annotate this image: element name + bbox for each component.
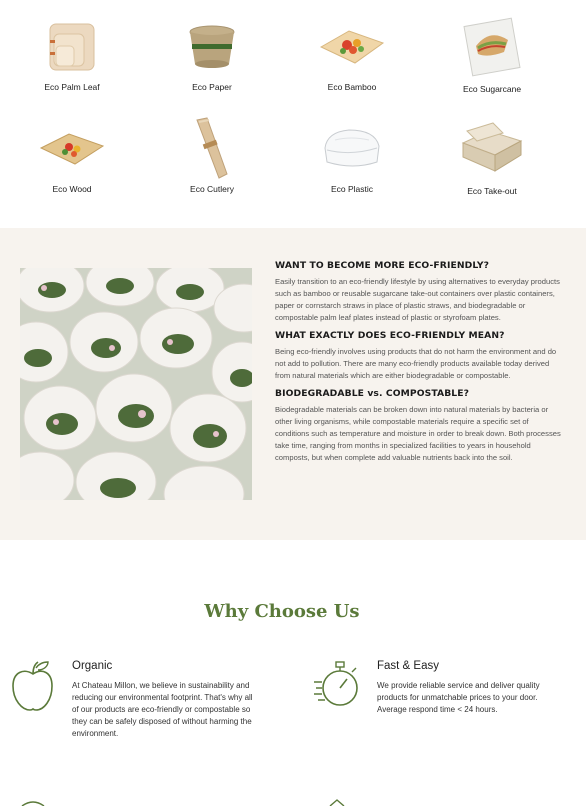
product-eco-palm-leaf[interactable] [2, 10, 142, 92]
product-grid [0, 0, 586, 228]
feature-organic [10, 658, 270, 748]
feature-body: We provide reliable service and deliver quality products for unmatchable prices to your door. Average respond time < 24 hours. [377, 681, 540, 714]
feature-title: Fast & Easy [377, 660, 439, 672]
product-eco-bamboo[interactable] [282, 10, 422, 92]
eco-info-text [275, 260, 561, 470]
stopwatch-icon [312, 658, 362, 712]
question-heading: WHAT EXACTLY DOES ECO-FRIENDLY MEAN? [275, 330, 505, 341]
badge-icon [322, 798, 352, 806]
product-label: Eco Paper [192, 82, 232, 92]
why-choose-us-section [0, 540, 586, 806]
answer-text: Being eco-friendly involves using products that do not harm the environment and do not add to pollution. There are many eco-friendly products available today derived from natural materials which are either biodegradable or compostable. [275, 347, 557, 380]
wrapped-cutlery-icon [187, 116, 237, 180]
paper-cup-icon [184, 18, 240, 74]
salad-bowls-photo [20, 268, 252, 500]
product-label: Eco Wood [52, 184, 92, 194]
answer-text: Easily transition to an eco-friendly lifestyle by using alternatives to everyday products such as bamboo or reusable sugarcane take-out containers over plastic containers, paper or cornstarch straws in place of plastic straws, and biodegradable or compostable palm leaf plates instead of plastic or styrofoam plates. [275, 277, 560, 322]
product-eco-plastic[interactable] [282, 112, 422, 194]
feature-body: At Chateau Millon, we believe in sustainability and reducing our environmental footprint. That's why all of our products are eco-friendly or compostable so they can be safely disposed of without harming the environment. [72, 681, 253, 738]
apple-icon [10, 658, 56, 714]
circle-icon [18, 798, 48, 806]
wood-plate-icon [39, 126, 105, 170]
product-eco-wood[interactable] [2, 112, 142, 194]
sugarcane-plate-icon [460, 16, 524, 78]
product-eco-take-out[interactable] [422, 112, 562, 196]
product-eco-sugarcane[interactable] [422, 10, 562, 94]
question-heading: BIODEGRADABLE vs. COMPOSTABLE? [275, 388, 470, 399]
bamboo-plate-icon [317, 21, 387, 71]
takeout-box-icon [459, 121, 525, 177]
feature-fast-easy [312, 658, 572, 748]
palm-leaf-plates-icon [42, 16, 102, 76]
question-heading: WANT TO BECOME MORE ECO-FRIENDLY? [275, 260, 490, 271]
feature-title: Organic [72, 660, 113, 672]
eco-info-section [0, 228, 586, 540]
product-label: Eco Plastic [330, 184, 374, 194]
product-label: Eco Palm Leaf [44, 82, 100, 92]
answer-text: Biodegradable materials can be broken down into natural materials by bacteria or other living organisms, while compostable materials require a specific set of conditions such as temperature and moisture in order to break down. Both processes take time, ranging from months in specialized facilities to years in household composts, but when complete add valuable nutrients back into the soil. [275, 405, 561, 462]
product-label: Eco Bamboo [327, 82, 377, 92]
product-label: Eco Sugarcane [462, 84, 522, 94]
product-label: Eco Cutlery [190, 184, 234, 194]
plastic-clamshell-icon [319, 122, 385, 174]
product-label: Eco Take-out [467, 186, 517, 196]
product-eco-paper[interactable] [142, 10, 282, 92]
product-eco-cutlery[interactable] [142, 112, 282, 194]
section-title: Why Choose Us [204, 601, 360, 622]
